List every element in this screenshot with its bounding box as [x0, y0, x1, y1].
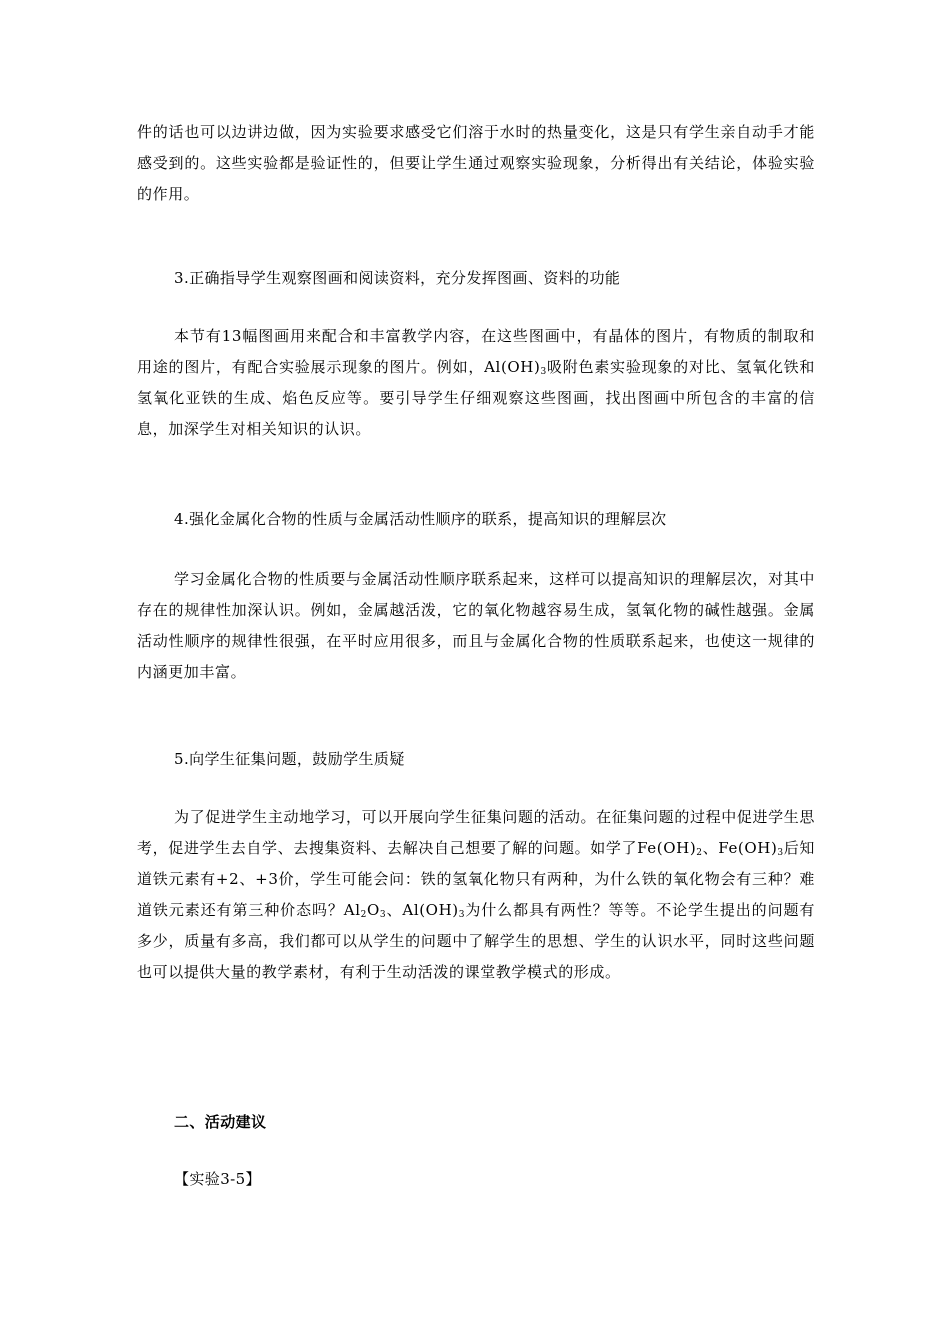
heading-text: 3.正确指导学生观察图画和阅读资料，充分发挥图画、资料的功能 [174, 269, 621, 287]
paragraph-text: 为了促进学生主动地学习，可以开展向学生征集问题的活动。在征集问题的过程中促进学生思考，促进学生去自学、去搜集资料、去解决自己想要了解的问题。如学了Fe(OH) [137, 808, 815, 857]
experiment-label [174, 1164, 261, 1195]
subscript: 3 [540, 367, 547, 377]
paragraph-text: 本节有13幅图画用来配合和丰富教学内容，在这些图画中，有晶体的图片，有物质的制取和用途的图片，有配合实验展示现象的图片。例如，Al(OH) [137, 327, 815, 376]
heading-point-4 [174, 504, 667, 535]
paragraph-pictures [137, 321, 815, 445]
paragraph-text: 吸附色素实验现象的对比、氢氧化铁和氢氧化亚铁的生成、焰色反应等。要引导学生仔细观察这些图画，找出图画中所包含的丰富的信息，加深学生对相关知识的认识。 [137, 358, 815, 438]
paragraph-text: 件的话也可以边讲边做，因为实验要求感受它们溶于水时的热量变化，这是只有学生亲自动手才能感受到的。这些实验都是验证性的，但要让学生通过观察实验现象，分析得出有关结论，体验实验的作用。 [137, 123, 815, 203]
subscript: 2 [696, 848, 703, 858]
section-title [174, 1107, 266, 1138]
subscript: 2 [360, 910, 367, 920]
paragraph-text: O [366, 901, 380, 919]
heading-point-3 [174, 263, 620, 294]
paragraph-text: 、Fe(OH) [702, 839, 778, 857]
heading-point-5 [174, 744, 405, 775]
paragraph-activity-series [137, 564, 815, 688]
paragraph-text: 、Al(OH) [386, 901, 459, 919]
paragraph-questions [137, 802, 815, 988]
paragraph-experiment-note [137, 117, 815, 210]
subscript: 3 [458, 910, 466, 920]
heading-text: 4.强化金属化合物的性质与金属活动性顺序的联系，提高知识的理解层次 [174, 510, 667, 528]
experiment-label-text: 【实验3-5】 [174, 1170, 261, 1188]
section-title-text: 二、活动建议 [174, 1113, 267, 1131]
subscript: 3 [379, 910, 387, 920]
paragraph-text: 为什么都具有两性？等等。不论学生提出的问题有多少，质量有多高，我们都可以从学生的问题中了解学生的思想、学生的认识水平，同时这些问题也可以提供大量的教学素材，有利于生动活泼的课堂教学模式的形成。 [137, 901, 815, 981]
subscript: 3 [777, 848, 784, 858]
paragraph-text: 后知道铁元素有+2、+3价，学生可能会问：铁的氢氧化物只有两种，为什么铁的氧化物会有三种？难道铁元素还有第三种价态吗？Al [137, 839, 816, 919]
paragraph-text: 学习金属化合物的性质要与金属活动性顺序联系起来，这样可以提高知识的理解层次，对其中存在的规律性加深认识。例如，金属越活泼，它的氧化物越容易生成，氢氧化物的碱性越强。金属活动性顺序的规律性很强，在平时应用很多，而且与金属化合物的性质联系起来，也使这一规律的内涵更加丰富。 [137, 570, 815, 681]
heading-text: 5.向学生征集问题，鼓励学生质疑 [174, 750, 405, 768]
